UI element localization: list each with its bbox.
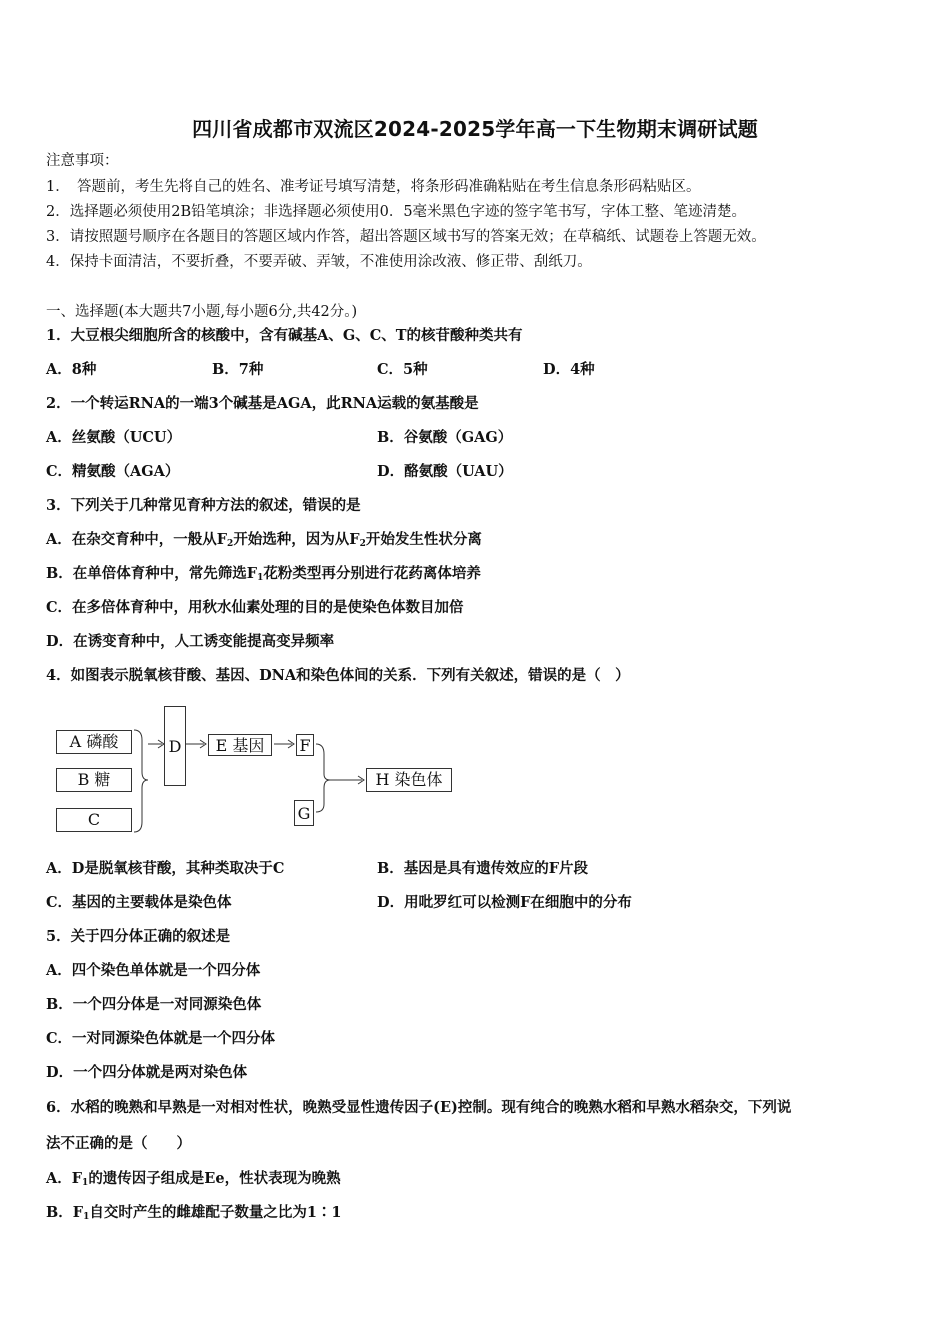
q6-option-a: A．$F_1$的遗传因子组成是Ee，性状表现为晚熟	[46, 1170, 341, 1188]
q5-option-b: B．一个四分体是一对同源染色体	[46, 996, 262, 1013]
q3-option-c: C．在多倍体育种中，用秋水仙素处理的目的是使染色体数目加倍	[46, 599, 464, 616]
q3-option-b: B．在单倍体育种中，常先筛选$F_1$花粉类型再分别进行花药离体培养	[46, 565, 481, 583]
diagram-box-gene: E 基因	[208, 734, 272, 756]
q1-option-a: A．8种	[46, 361, 97, 378]
q2-option-d: D．酪氨酸（UAU）	[377, 463, 513, 480]
q5-option-c: C．一对同源染色体就是一个四分体	[46, 1030, 276, 1047]
q4-option-b: B．基因是具有遗传效应的F片段	[377, 860, 589, 877]
question-2-stem: 2．一个转运RNA的一端3个碱基是AGA，此RNA运载的氨基酸是	[46, 395, 479, 412]
notice-item: 2．选择题必须使用2B铅笔填涂；非选择题必须使用0．5毫米黑色字迹的签字笔书写，字体工整、笔迹清楚。	[46, 204, 747, 220]
q1-option-d: D．4种	[543, 361, 595, 378]
diagram-box-phosphate: A 磷酸	[56, 730, 132, 754]
q6-option-b: B．$F_1$自交时产生的雌雄配子数量之比为1∶1	[46, 1204, 342, 1222]
q5-option-a: A．四个染色单体就是一个四分体	[46, 962, 261, 979]
question-4-stem: 4．如图表示脱氧核苷酸、基因、DNA和染色体间的关系．下列有关叙述，错误的是（ ）	[46, 667, 630, 684]
q4-option-d: D．用吡罗红可以检测F在细胞中的分布	[377, 894, 632, 911]
question-3-stem: 3．下列关于几种常见育种方法的叙述，错误的是	[46, 497, 361, 514]
q5-option-d: D．一个四分体就是两对染色体	[46, 1064, 248, 1081]
notice-item: 3．请按照题号顺序在各题目的答题区域内作答，超出答题区域书写的答案无效；在草稿纸、试题卷上答题无效。	[46, 229, 766, 245]
notice-item: 4．保持卡面清洁，不要折叠，不要弄破、弄皱，不准使用涂改液、修正带、刮纸刀。	[46, 254, 592, 270]
q4-option-c: C．基因的主要载体是染色体	[46, 894, 232, 911]
diagram-box-f: F	[296, 734, 314, 756]
diagram-box-c: C	[56, 808, 132, 832]
q3-option-d: D．在诱变育种中，人工诱变能提高变异频率	[46, 633, 335, 650]
question-6-stem: 6．水稻的晚熟和早熟是一对相对性状，晚熟受显性遗传因子(E)控制。现有纯合的晚熟水稻和早熟水稻杂交，下列说	[46, 1099, 792, 1116]
q1-option-c: C．5种	[377, 361, 428, 378]
q3-option-a: A．在杂交育种中，一般从$F_2$开始选种，因为从$F_2$开始发生性状分离	[46, 531, 482, 549]
q2-option-b: B．谷氨酸（GAG）	[377, 429, 513, 446]
question-1-stem: 1．大豆根尖细胞所含的核酸中，含有碱基A、G、C、T的核苷酸种类共有	[46, 327, 523, 344]
q2-option-a: A．丝氨酸（UCU）	[46, 429, 182, 446]
notice-heading: 注意事项：	[46, 153, 119, 169]
q4-option-a: A．D是脱氧核苷酸，其种类取决于C	[46, 860, 285, 877]
question-6-stem-cont: 法不正确的是（ ）	[46, 1135, 191, 1152]
diagram-box-chromosome: H 染色体	[366, 768, 452, 792]
q1-option-b: B．7种	[212, 361, 264, 378]
page-title: 四川省成都市双流区2024-2025学年高一下生物期末调研试题	[192, 117, 758, 141]
diagram-box-sugar: B 糖	[56, 768, 132, 792]
question-5-stem: 5．关于四分体正确的叙述是	[46, 928, 231, 945]
q2-option-c: C．精氨酸（AGA）	[46, 463, 180, 480]
relationship-diagram	[50, 700, 470, 840]
notice-item: 1． 答题前，考生先将自己的姓名、准考证号填写清楚，将条形码准确粘贴在考生信息条形码粘贴区。	[46, 179, 701, 195]
diagram-box-g: G	[294, 800, 314, 826]
section-heading: 一、选择题(本大题共7小题,每小题6分,共42分。)	[46, 304, 358, 320]
diagram-box-d: D	[164, 706, 186, 786]
